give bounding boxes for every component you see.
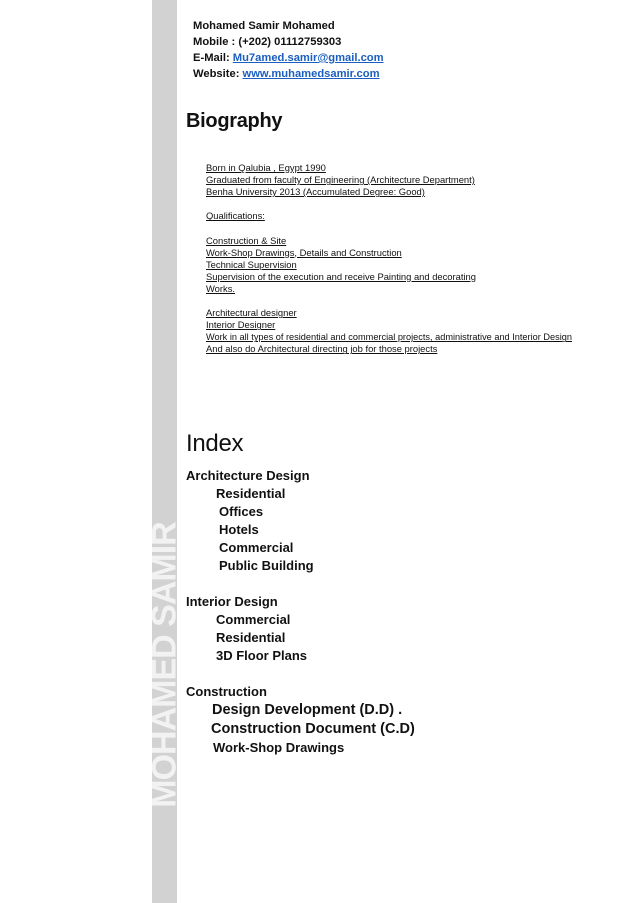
bio-line: Born in Qalubia , Egypt 1990 bbox=[206, 162, 326, 173]
index-interior-commercial: Commercial bbox=[216, 612, 291, 627]
index-architecture-public-building: Public Building bbox=[219, 558, 314, 573]
bio-gap bbox=[206, 198, 572, 210]
bio-line: And also do Architectural directing job for those projects bbox=[206, 343, 438, 355]
index-interior-residential: Residential bbox=[216, 630, 286, 645]
bio-line: Architectural designer bbox=[206, 307, 297, 319]
email-label: E-Mail: bbox=[193, 52, 233, 64]
watermark-text: MOHAMED SAMIR bbox=[145, 522, 184, 808]
contact-name: Mohamed Samir Mohamed bbox=[193, 20, 335, 32]
index-construction-title: Construction bbox=[186, 684, 267, 699]
index-construction-workshop: Work-Shop Drawings bbox=[213, 740, 345, 755]
bio-line: Work in all types of residential and commercial projects, administrative and Interior Design bbox=[206, 332, 572, 343]
index-construction-document: Construction Document (C.D) bbox=[211, 721, 415, 737]
bio-gap bbox=[206, 222, 572, 234]
bio-line: Work-Shop Drawings, Details and Construction bbox=[206, 246, 402, 258]
website-label: Website: bbox=[193, 68, 243, 80]
email-link[interactable]: Mu7amed.samir@gmail.com bbox=[232, 52, 384, 64]
index-interior-title: Interior Design bbox=[186, 594, 278, 609]
biography-heading: Biography bbox=[186, 110, 283, 132]
bio-line: Technical Supervision bbox=[206, 258, 297, 270]
biography-text bbox=[206, 162, 572, 356]
contact-email-row bbox=[193, 50, 384, 66]
index-construction-design-development: Design Development (D.D) . bbox=[212, 702, 403, 718]
index-interior-floor-plans: 3D Floor Plans bbox=[216, 648, 308, 663]
index-architecture-residential: Residential bbox=[216, 486, 286, 501]
bio-line: Construction & Site bbox=[206, 234, 287, 246]
side-watermark bbox=[145, 522, 184, 808]
bio-line: Qualifications: bbox=[206, 210, 265, 222]
index-heading: Index bbox=[186, 430, 244, 457]
index-architecture-offices: Offices bbox=[219, 504, 264, 519]
bio-line: Graduated from faculty of Engineering (Architecture Department) bbox=[206, 174, 475, 186]
bio-line: Works. bbox=[206, 282, 235, 294]
index-architecture-hotels: Hotels bbox=[219, 522, 259, 537]
website-link[interactable]: www.muhamedsamir.com bbox=[242, 68, 380, 80]
bio-gap bbox=[206, 295, 572, 307]
index-architecture-commercial: Commercial bbox=[219, 540, 294, 555]
bio-line: Supervision of the execution and receive Painting and decorating bbox=[206, 270, 476, 282]
bio-line: Interior Designer bbox=[206, 319, 276, 331]
bio-line: Benha University 2013 (Accumulated Degree: Good) bbox=[206, 186, 425, 198]
contact-mobile: Mobile : (+202) 01112759303 bbox=[193, 36, 342, 48]
contact-website-row bbox=[193, 66, 384, 82]
contact-block bbox=[193, 18, 384, 82]
index-architecture-title: Architecture Design bbox=[186, 468, 310, 483]
